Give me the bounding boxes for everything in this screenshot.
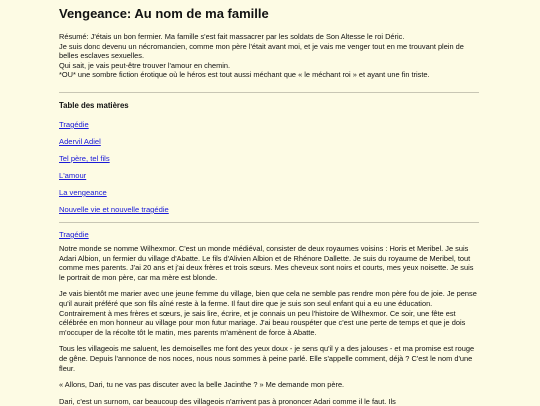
summary-line: Qui sait, je vais peut-être trouver l'amour en chemin.: [59, 60, 231, 70]
toc-link-lamour[interactable]: L'amour: [59, 170, 87, 180]
chapter-paragraph: Notre monde se nomme Wilhexmor. C'est un monde médiéval, consister de deux royaumes voisins : Horis et Meribel. Je suis Adari Albion, un fermier du village d'Abatte. Le fils d'Alivien Albion et de Rhénore Dallette. Je suis du royaume de Meribel, tout comme mes parents. J'ai 20 ans et j'ai deux frères et trois sœurs. Mes cheveux sont noirs et courts, mes yeux noisette. Je suis le portrait de mon père, car ma mère est blonde.: [59, 243, 474, 282]
chapter-title-link[interactable]: Tragédie: [59, 229, 89, 239]
chapter-paragraph: « Allons, Dari, tu ne vas pas discuter avec la belle Jacinthe ? » Me demande mon père.: [59, 380, 345, 390]
toc-link-tel-pere-tel-fils[interactable]: Tel père, tel fils: [59, 153, 110, 163]
toc-link-tragedie[interactable]: Tragédie: [59, 119, 89, 129]
chapter-paragraph: Tous les villageois me saluent, les demoiselles me font des yeux doux - je sens qu'il y a des jalouses - et ma promise est rouge de gêne. Depuis l'annonce de nos noces, nous nous sommes à peine parlé. Elle s'appelle comment, déjà ? C'est le nom d'une fleur.: [59, 344, 475, 373]
page-title: Vengeance: Au nom de ma famille: [59, 6, 269, 21]
chapter-paragraph: Je vais bientôt me marier avec une jeune femme du village, bien que cela ne semble pas rendre mon père fou de joie. Je pense qu'il aurait préféré que son fils aîné reste à la ferme. Il faut dire que je suis son seul enfant qui a eu une éducation. Contrairement à mes frères et sœurs, je sais lire, écrire, et je connais un peu l'histoire de Wilhexmor. Ce soir, une fête est célébrée en mon honneur au village pour mon futur mariage. J'ai beau rouspéter que c'est une perte de temps et que je dois m'occuper de la récolte tôt le matin, mes parents m'amènent de force à Abatte.: [59, 289, 477, 337]
summary-line: Je suis donc devenu un nécromancien, comme mon père l'était avant moi, et je vais me venger tout en me trouvant plein de belles esclaves sexuelles.: [59, 41, 464, 61]
chapter-paragraph: Dari, c'est un surnom, car beaucoup des villageois n'arrivent pas à prononcer Adari comme il le faut. Ils: [59, 396, 396, 406]
chapter-section: [59, 230, 481, 406]
summary-line: Résumé: J'étais un bon fermier. Ma famille s'est fait massacrer par les soldats de Son Altesse le roi Déric.: [59, 32, 405, 41]
toc-link-adervil-adiel[interactable]: Adervil Adiel: [59, 136, 101, 146]
divider: [59, 92, 479, 93]
summary: [59, 32, 481, 80]
divider: [59, 222, 479, 223]
toc-link-la-vengeance[interactable]: La vengeance: [59, 187, 107, 197]
summary-line: *OU* une sombre fiction érotique où le héros est tout aussi méchant que « le méchant roi » et ayant une fin triste.: [59, 70, 430, 80]
table-of-contents: [59, 101, 481, 215]
toc-link-nouvelle-vie[interactable]: Nouvelle vie et nouvelle tragédie: [59, 204, 169, 214]
toc-heading: Table des matières: [59, 100, 129, 110]
